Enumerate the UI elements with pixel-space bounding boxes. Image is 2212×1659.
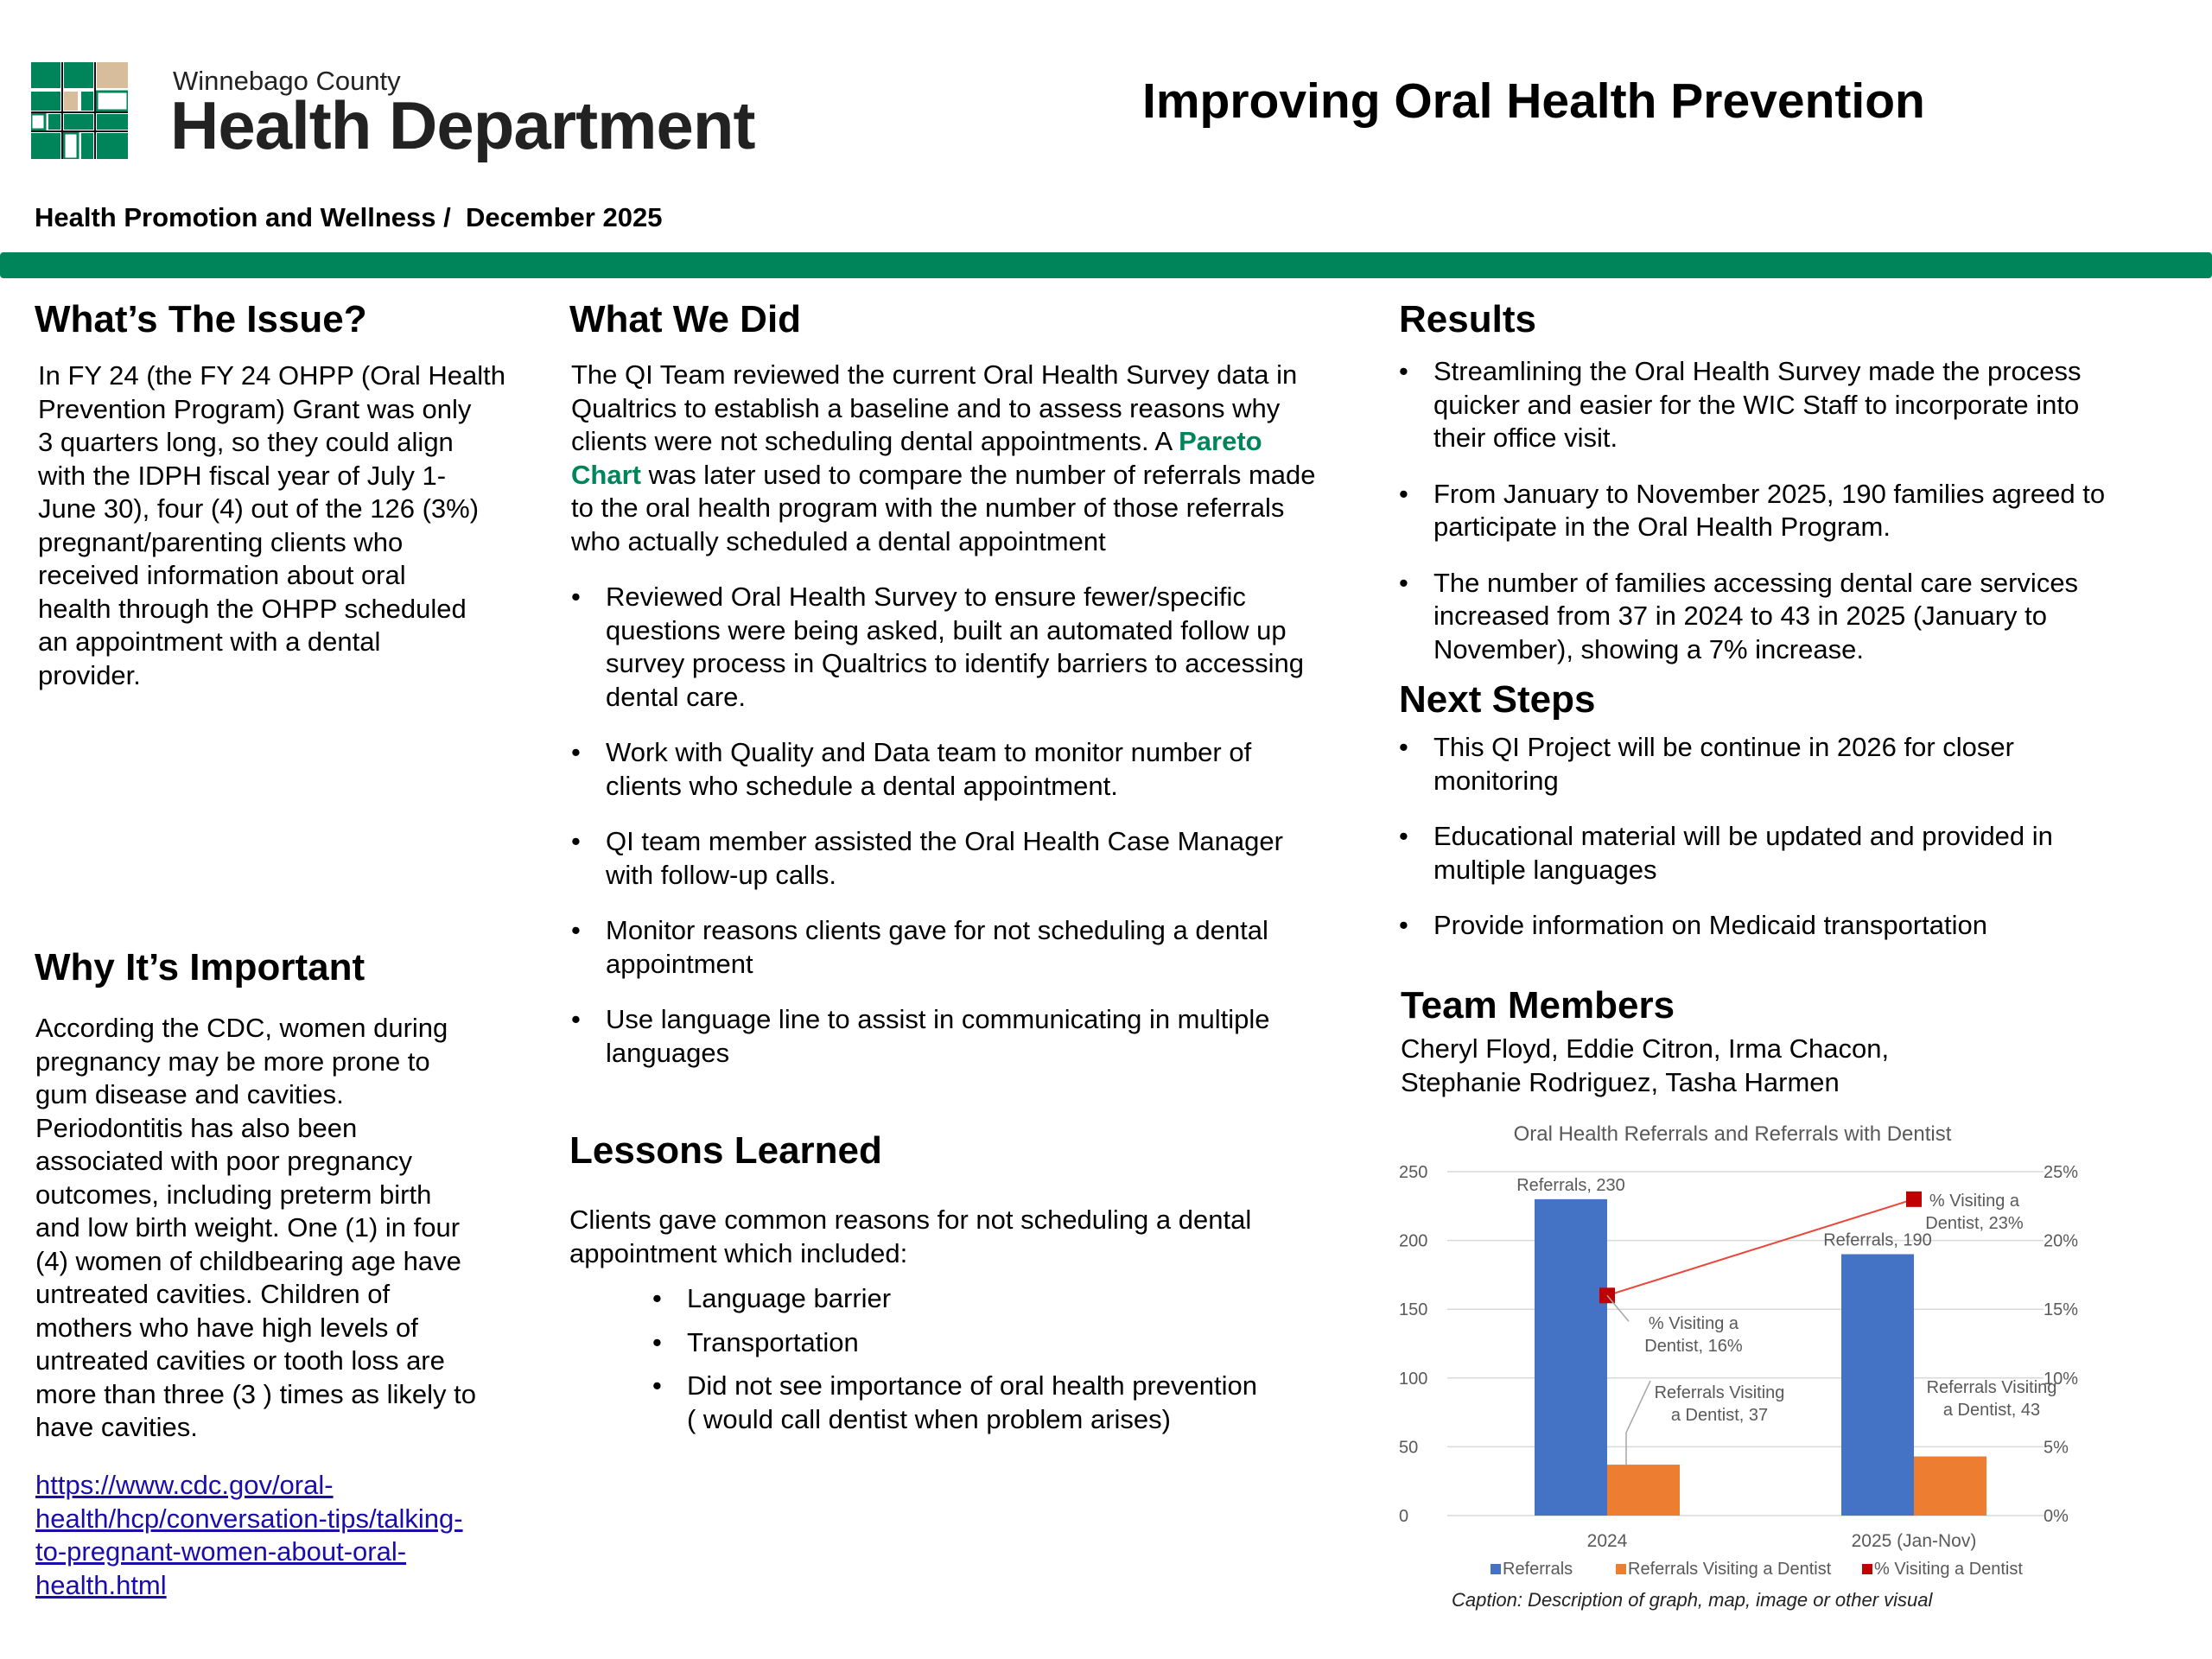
text-line: who actually scheduled a dental appointment bbox=[571, 525, 1106, 556]
text-line: gum disease and cavities. bbox=[35, 1079, 344, 1109]
results-heading: Results bbox=[1399, 298, 1536, 340]
chart-caption: Caption: Description of graph, map, image or other visual bbox=[1452, 1589, 1933, 1611]
data-label: a Dentist, 43 bbox=[1942, 1401, 2041, 1420]
legend-label: % Visiting a Dentist bbox=[1874, 1560, 2023, 1579]
leader-line bbox=[1607, 1295, 1629, 1321]
legend-swatch bbox=[1491, 1564, 1501, 1574]
y2-tick-label: 10% bbox=[2044, 1369, 2078, 1389]
text-run: clients were not scheduling dental appointments. A bbox=[571, 426, 1179, 456]
issue-text bbox=[38, 359, 505, 692]
y-tick-label: 50 bbox=[1399, 1438, 1419, 1458]
data-label: Referrals, 230 bbox=[1516, 1175, 1625, 1195]
text-line: untreated cavities or tooth loss are bbox=[35, 1345, 445, 1376]
data-label: Dentist, 23% bbox=[1925, 1214, 2024, 1233]
legend-swatch bbox=[1862, 1564, 1872, 1574]
health-department-logo-icon bbox=[31, 62, 128, 159]
y2-tick-label: 15% bbox=[2044, 1300, 2078, 1320]
list-item bbox=[1399, 820, 2053, 887]
bullet-line: questions were being asked, built an automated follow up bbox=[606, 614, 1287, 645]
importance-text bbox=[35, 1012, 476, 1445]
text-line bbox=[571, 459, 1316, 493]
bullet-line: quicker and easier for the WIC Staff to incorporate into bbox=[1433, 389, 2080, 420]
text-line: (4) women of childbearing age have bbox=[35, 1245, 461, 1276]
referrals-bar bbox=[1841, 1255, 1914, 1516]
data-label: % Visiting a bbox=[1648, 1314, 1739, 1333]
y-tick-label: 150 bbox=[1399, 1300, 1428, 1320]
text-line: with the IDPH fiscal year of July 1- bbox=[38, 460, 447, 491]
bullet-line: • Work with Quality and Data team to monitor number of bbox=[606, 737, 1252, 767]
list-item bbox=[1399, 731, 2053, 798]
importance-heading: Why It’s Important bbox=[35, 946, 365, 988]
team-members bbox=[1401, 1033, 1889, 1099]
data-label: Dentist, 16% bbox=[1644, 1337, 1743, 1356]
issue-heading: What’s The Issue? bbox=[35, 298, 367, 340]
lessons-heading: Lessons Learned bbox=[569, 1129, 882, 1172]
list-item bbox=[571, 914, 1304, 981]
bullet-line: • This QI Project will be continue in 2026 for closer bbox=[1433, 732, 2014, 762]
list-item bbox=[571, 825, 1304, 892]
cdc-link-line[interactable]: health/hcp/conversation-tips/talking- bbox=[35, 1503, 463, 1534]
y2-tick-label: 25% bbox=[2044, 1163, 2078, 1182]
text-line: untreated cavities. Children of bbox=[35, 1279, 391, 1309]
bullet-line: increased from 37 in 2024 to 43 in 2025 (January to bbox=[1433, 601, 2048, 631]
results-bullets bbox=[1399, 355, 2105, 666]
text-line: appointment which included: bbox=[569, 1237, 908, 1268]
legend-label: Referrals Visiting a Dentist bbox=[1628, 1560, 1832, 1579]
list-item bbox=[652, 1282, 1257, 1316]
text-line: health through the OHPP scheduled bbox=[38, 593, 467, 624]
bullet-line: • Provide information on Medicaid transportation bbox=[1433, 910, 1988, 940]
data-label: Referrals Visiting bbox=[1926, 1378, 2057, 1397]
bullet-line: • Monitor reasons clients gave for not scheduling a dental bbox=[606, 915, 1268, 945]
bullet-line: November), showing a 7% increase. bbox=[1433, 633, 1864, 664]
referrals-chart bbox=[1387, 1120, 2078, 1630]
bullet-line: ( would call dentist when problem arises) bbox=[687, 1403, 1171, 1434]
what-we-did-text bbox=[571, 359, 1316, 558]
text-line: have cavities. bbox=[35, 1412, 198, 1442]
text-line: Qualtrics to establish a baseline and to assess reasons why bbox=[571, 392, 1281, 423]
list-item bbox=[652, 1370, 1257, 1436]
list-item bbox=[571, 736, 1304, 803]
data-label: Referrals, 190 bbox=[1823, 1230, 1932, 1250]
bullet-line: languages bbox=[606, 1037, 730, 1068]
bullet-line: • Transportation bbox=[687, 1326, 859, 1357]
text-line: According the CDC, women during bbox=[35, 1013, 448, 1043]
text-line: associated with poor pregnancy bbox=[35, 1146, 412, 1176]
text-line: provider. bbox=[38, 659, 141, 690]
y2-tick-label: 20% bbox=[2044, 1231, 2078, 1251]
bullet-line: clients who schedule a dental appointment. bbox=[606, 770, 1118, 801]
text-line: In FY 24 (the FY 24 OHPP (Oral Health bbox=[38, 360, 506, 391]
y2-tick-label: 5% bbox=[2044, 1438, 2069, 1458]
org-name-large: Health Department bbox=[170, 87, 755, 163]
list-item bbox=[571, 1003, 1304, 1070]
text-line: outcomes, including preterm birth bbox=[35, 1179, 432, 1210]
what-we-did-bullets bbox=[571, 581, 1304, 1070]
lessons-bullets bbox=[652, 1282, 1257, 1436]
bullet-line: their office visit. bbox=[1433, 423, 1618, 453]
list-item bbox=[1399, 567, 2105, 667]
org-name-small: Winnebago County bbox=[173, 66, 401, 96]
text-line: to the oral health program with the number of those referrals bbox=[571, 493, 1285, 523]
bullet-line: survey process in Qualtrics to identify barriers to accessing bbox=[606, 648, 1305, 678]
x-tick-label: 2025 (Jan-Nov) bbox=[1851, 1531, 1977, 1551]
cdc-link-line[interactable]: https://www.cdc.gov/oral- bbox=[35, 1470, 334, 1500]
text-line: and low birth weight. One (1) in four bbox=[35, 1212, 461, 1243]
text-line: Stephanie Rodriguez, Tasha Harmen bbox=[1401, 1066, 1840, 1097]
text-line: more than three (3 ) times as likely to bbox=[35, 1378, 476, 1409]
y-tick-label: 0 bbox=[1399, 1507, 1409, 1526]
text-line: 3 quarters long, so they could align bbox=[38, 427, 454, 457]
list-item bbox=[1399, 478, 2105, 544]
text-line: June 30), four (4) out of the 126 (3%) bbox=[38, 493, 480, 524]
y2-tick-label: 0% bbox=[2044, 1507, 2069, 1526]
list-item bbox=[1399, 909, 2053, 943]
y-tick-label: 200 bbox=[1399, 1231, 1428, 1251]
chart-title: Oral Health Referrals and Referrals with Dentist bbox=[1513, 1122, 1952, 1146]
text-line: pregnant/parenting clients who bbox=[38, 526, 404, 557]
bullet-line: • Streamlining the Oral Health Survey made the process bbox=[1433, 356, 2082, 386]
text-line: received information about oral bbox=[38, 560, 406, 590]
text-run: was later used to compare the number of referrals made bbox=[640, 459, 1316, 490]
program-date-line: Health Promotion and Wellness / December 2025 bbox=[35, 202, 663, 232]
text-line: Clients gave common reasons for not scheduling a dental bbox=[569, 1205, 1252, 1235]
cdc-link[interactable] bbox=[35, 1469, 463, 1602]
leader-line bbox=[1626, 1381, 1650, 1465]
legend-swatch bbox=[1616, 1564, 1626, 1574]
chart-term: Chart bbox=[571, 459, 641, 490]
lessons-intro bbox=[569, 1204, 1251, 1270]
data-label: % Visiting a bbox=[1929, 1192, 2020, 1211]
list-item bbox=[652, 1326, 1257, 1360]
bullet-line: • QI team member assisted the Oral Health Case Manager bbox=[606, 826, 1283, 856]
data-label: a Dentist, 37 bbox=[1670, 1406, 1769, 1425]
text-line: pregnancy may be more prone to bbox=[35, 1046, 430, 1077]
bullet-line: • Educational material will be updated and provided in bbox=[1433, 821, 2053, 851]
legend-label: Referrals bbox=[1503, 1560, 1573, 1579]
bullet-line: • The number of families accessing dental care services bbox=[1433, 567, 2079, 598]
cdc-link-line[interactable]: to-pregnant-women-about-oral- bbox=[35, 1536, 407, 1567]
bullet-line: • Did not see importance of oral health prevention bbox=[687, 1370, 1258, 1401]
text-line: mothers who have high levels of bbox=[35, 1312, 418, 1343]
bullet-line: • From January to November 2025, 190 families agreed to bbox=[1433, 478, 2106, 509]
bullet-line: multiple languages bbox=[1433, 854, 1657, 885]
percent-point bbox=[1906, 1192, 1922, 1207]
bullet-line: appointment bbox=[606, 948, 753, 979]
text-line: Prevention Program) Grant was only bbox=[38, 393, 472, 424]
bullet-line: • Reviewed Oral Health Survey to ensure fewer/specific bbox=[606, 582, 1246, 612]
x-tick-label: 2024 bbox=[1586, 1531, 1628, 1551]
text-line: an appointment with a dental bbox=[38, 626, 381, 657]
text-line: Periodontitis has also been bbox=[35, 1112, 358, 1143]
dentist-visits-bar bbox=[1607, 1465, 1680, 1516]
bullet-line: • Language barrier bbox=[687, 1283, 892, 1313]
next-steps-heading: Next Steps bbox=[1399, 678, 1596, 721]
dentist-visits-bar bbox=[1914, 1457, 1986, 1516]
team-heading: Team Members bbox=[1401, 984, 1675, 1027]
text-line: Cheryl Floyd, Eddie Citron, Irma Chacon, bbox=[1401, 1033, 1890, 1064]
y-tick-label: 100 bbox=[1399, 1369, 1428, 1389]
poster-title: Improving Oral Health Prevention bbox=[1142, 73, 1925, 129]
cdc-link-line[interactable]: health.html bbox=[35, 1569, 167, 1600]
bullet-line: participate in the Oral Health Program. bbox=[1433, 512, 1891, 542]
list-item bbox=[571, 581, 1304, 714]
bullet-line: monitoring bbox=[1433, 765, 1559, 796]
pareto-term: Pareto bbox=[1179, 426, 1262, 456]
text-line: The QI Team reviewed the current Oral Health Survey data in bbox=[571, 359, 1298, 390]
data-label: Referrals Visiting bbox=[1654, 1383, 1785, 1402]
next-steps-bullets bbox=[1399, 731, 2053, 943]
referrals-bar bbox=[1535, 1199, 1607, 1516]
bullet-line: with follow-up calls. bbox=[606, 859, 837, 890]
y-tick-label: 250 bbox=[1399, 1163, 1428, 1182]
what-we-did-heading: What We Did bbox=[569, 298, 802, 340]
header-divider-bar bbox=[0, 252, 2212, 278]
text-line bbox=[571, 425, 1316, 459]
list-item bbox=[1399, 355, 2105, 455]
bullet-line: • Use language line to assist in communicating in multiple bbox=[606, 1004, 1270, 1034]
bullet-line: dental care. bbox=[606, 681, 746, 712]
